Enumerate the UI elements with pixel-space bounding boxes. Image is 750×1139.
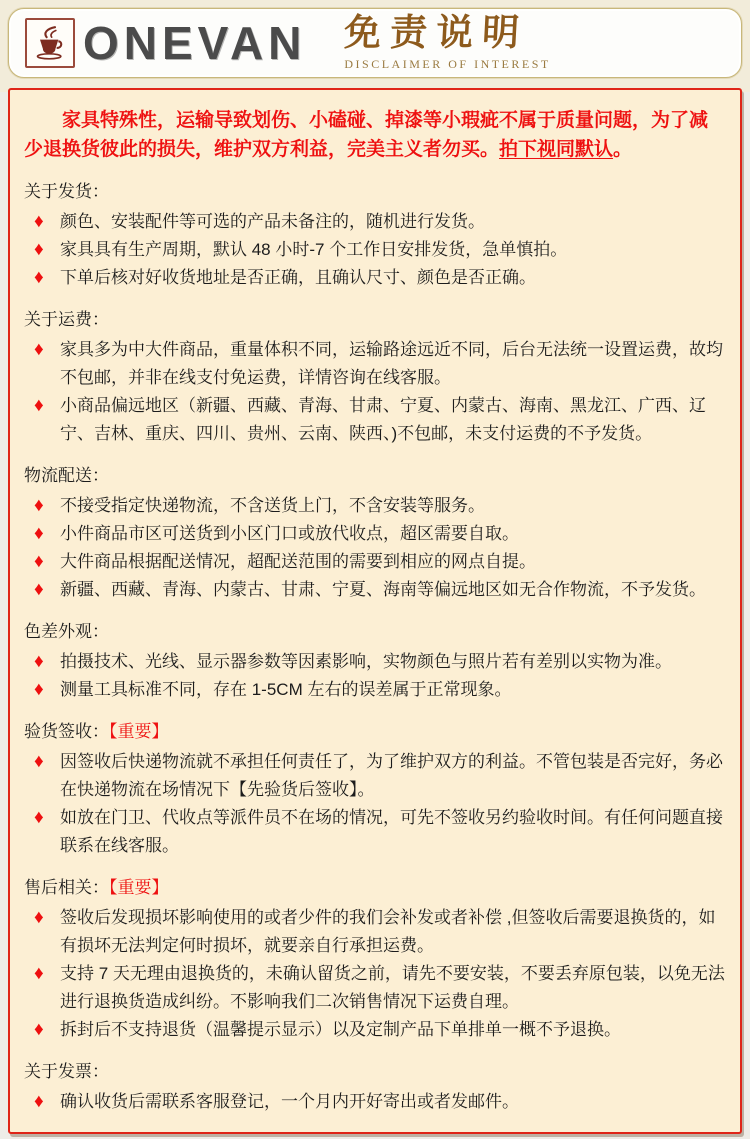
notice-underlined-text: 拍下视同默认 [499, 139, 614, 160]
diamond-bullet-icon: ♦ [34, 807, 44, 828]
diamond-bullet-icon: ♦ [34, 579, 44, 600]
list-item [24, 548, 726, 576]
list-item [24, 676, 726, 704]
diamond-bullet-icon: ♦ [34, 551, 44, 572]
list-item [24, 648, 726, 676]
brand-name: ONEVAN [83, 17, 307, 69]
list-item [24, 904, 726, 960]
diamond-bullet-icon: ♦ [34, 1019, 44, 1040]
list-item-text: 大件商品根据配送情况，超配送范围的需要到相应的网点自提。 [60, 552, 536, 571]
diamond-bullet-icon: ♦ [34, 679, 44, 700]
list-item-text: 家具多为中大件商品，重量体积不同，运输路途远近不同，后台无法统一设置运费，故均不包邮，并非在线支付免运费，详情咨询在线客服。 [60, 340, 723, 387]
list-item-text: 签收后发现损坏影响使用的或者少件的我们会补发或者补偿 ,但签收后需要退换货的，如有损坏无法判定何时损坏，就要亲自行承担运费。 [60, 908, 716, 955]
section [24, 1058, 726, 1116]
list-item [24, 804, 726, 860]
notice-suffix: 。 [613, 139, 633, 160]
list-item-text: 小商品偏远地区（新疆、西藏、青海、甘肃、宁夏、内蒙古、海南、黑龙江、广西、辽宁、吉林、重庆、四川、贵州、云南、陕西、)不包邮，未支付运费的不予发货。 [60, 396, 706, 443]
section-heading: 物流配送： [24, 466, 109, 485]
list-item-text: 小件商品市区可送货到小区门口或放代收点，超区需要自取。 [60, 524, 519, 543]
list-item-text: 新疆、西藏、青海、内蒙古、甘肃、宁夏、海南等偏远地区如无合作物流，不予发货。 [60, 580, 706, 599]
list-item [24, 264, 726, 292]
diamond-bullet-icon: ♦ [34, 523, 44, 544]
list-item [24, 336, 726, 392]
disclaimer-content [8, 88, 742, 1134]
sections-container [24, 178, 726, 1116]
list-item [24, 492, 726, 520]
section-heading: 售后相关：【重要】 [24, 878, 169, 897]
list-item [24, 520, 726, 548]
list-item [24, 748, 726, 804]
list-item-text: 如放在门卫、代收点等派件员不在场的情况，可先不签收另约验收时间。有任何问题直接联系在线客服。 [60, 808, 723, 855]
title-block [344, 14, 550, 73]
list-item [24, 576, 726, 604]
list-item-text: 拍摄技术、光线、显示器参数等因素影响，实物颜色与照片若有差别以实物为准。 [60, 652, 672, 671]
section-heading: 关于运费： [24, 310, 109, 329]
list-item-text: 确认收货后需联系客服登记，一个月内开好寄出或者发邮件。 [60, 1092, 519, 1111]
list-item [24, 1088, 726, 1116]
important-badge: 【重要】 [109, 722, 169, 741]
disclaimer-page [0, 8, 750, 1134]
diamond-bullet-icon: ♦ [34, 751, 44, 772]
section [24, 306, 726, 448]
brand-logo [25, 18, 306, 68]
page-title: 免责说明 [343, 12, 530, 54]
diamond-bullet-icon: ♦ [34, 395, 44, 416]
diamond-bullet-icon: ♦ [34, 267, 44, 288]
list-item [24, 392, 726, 448]
section-heading: 色差外观： [24, 622, 109, 641]
section [24, 718, 726, 860]
notice-text: 家具特殊性，运输导致划伤、小磕碰、掉漆等小瑕疵不属于质量问题，为了减少退换货彼此的损失，维护双方利益，完美主义者勿买。 [24, 110, 709, 160]
diamond-bullet-icon: ♦ [34, 651, 44, 672]
list-item [24, 1016, 726, 1044]
list-item-text: 支持 7 天无理由退换货的，未确认留货之前，请先不要安装，不要丢弃原包装，以免无法进行退换货造成纠纷。不影响我们二次销售情况下运费自理。 [60, 964, 725, 1011]
diamond-bullet-icon: ♦ [34, 339, 44, 360]
list-item [24, 236, 726, 264]
list-item-text: 下单后核对好收货地址是否正确，且确认尺寸、颜色是否正确。 [60, 268, 536, 287]
diamond-bullet-icon: ♦ [34, 963, 44, 984]
page-subtitle: DISCLAIMER OF INTEREST [344, 57, 551, 72]
section [24, 178, 726, 292]
section [24, 874, 726, 1044]
list-item [24, 208, 726, 236]
diamond-bullet-icon: ♦ [34, 1091, 44, 1112]
list-item-text: 拆封后不支持退货（温馨提示显示）以及定制产品下单排单一概不予退换。 [60, 1020, 621, 1039]
diamond-bullet-icon: ♦ [34, 495, 44, 516]
coffee-cup-icon [25, 18, 75, 68]
list-item-text: 不接受指定快递物流，不含送货上门，不含安装等服务。 [60, 496, 485, 515]
list-item-text: 家具具有生产周期，默认 48 小时-7 个工作日安排发货，急单慎拍。 [60, 240, 568, 259]
section-heading: 关于发票： [24, 1062, 109, 1081]
list-item [24, 960, 726, 1016]
section [24, 462, 726, 604]
section-heading: 关于发货： [24, 182, 109, 201]
diamond-bullet-icon: ♦ [34, 907, 44, 928]
section [24, 618, 726, 704]
list-item-text: 测量工具标准不同，存在 1-5CM 左右的误差属于正常现象。 [60, 680, 512, 699]
important-badge: 【重要】 [109, 878, 169, 897]
list-item-text: 因签收后快递物流就不承担任何责任了，为了维护双方的利益。不管包装是否完好，务必在快递物流在场情况下【先验货后签收】。 [60, 752, 723, 799]
list-item-text: 颜色、安装配件等可选的产品未备注的，随机进行发货。 [60, 212, 485, 231]
diamond-bullet-icon: ♦ [34, 211, 44, 232]
diamond-bullet-icon: ♦ [34, 239, 44, 260]
notice-paragraph [24, 106, 726, 164]
section-heading: 验货签收：【重要】 [24, 722, 169, 741]
header [8, 8, 742, 78]
